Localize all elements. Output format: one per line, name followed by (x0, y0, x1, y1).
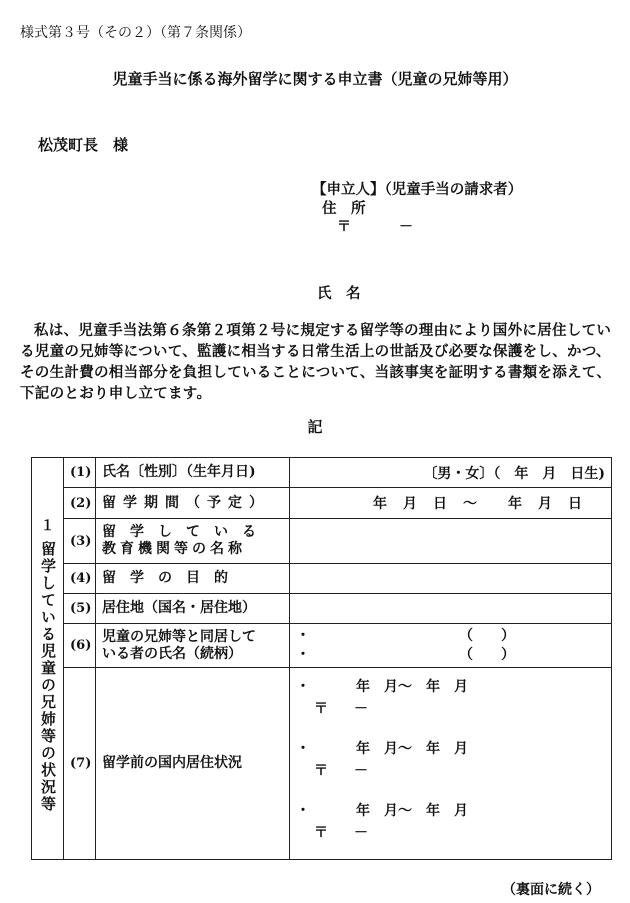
bullet: ・ (296, 679, 310, 695)
study-period-field[interactable] (290, 488, 612, 519)
cohabitant-field[interactable] (290, 624, 612, 668)
table-row (32, 458, 612, 488)
section-header (32, 458, 64, 860)
applicant-heading: 【申立人】（児童手当の請求者） (312, 181, 523, 198)
postal-code-dash: － (354, 763, 368, 779)
sibling-status-table (31, 457, 612, 860)
period-template: 年 月～ 年 月 (356, 741, 468, 757)
residence-entry (296, 800, 605, 844)
cohabitant-entry (296, 627, 605, 646)
postal-mark: 〒 (314, 701, 328, 717)
study-purpose-field[interactable] (290, 564, 612, 594)
name-gender-birthdate-field[interactable] (290, 458, 612, 488)
form-identifier: 様式第３号（その２）（第７条関係） (20, 25, 251, 41)
cohabitant-entry (296, 646, 605, 665)
row-number: (4) (64, 564, 96, 594)
cohabitant-label (96, 624, 290, 668)
bullet: ・ (296, 627, 310, 644)
bullet: ・ (296, 646, 310, 663)
bullet: ・ (296, 803, 310, 819)
continued-note: （裏面に続く） (502, 882, 600, 898)
period-template: 年 月～ 年 月 (356, 679, 468, 695)
row-number: (1) (64, 458, 96, 488)
postal-code-dash: － (354, 825, 368, 841)
label-line: 教育機関等の名称 (102, 541, 246, 557)
study-purpose-label: 留学の目的 (96, 564, 290, 594)
residence-entry (296, 676, 605, 720)
residence-label: 居住地（国名・居住地） (96, 594, 290, 624)
table-row (32, 519, 612, 564)
address-label: 住 所 (322, 200, 366, 217)
label-line: 留学している (102, 524, 270, 540)
table-row (32, 594, 612, 624)
row-number: (2) (64, 488, 96, 519)
ki-heading: 記 (307, 418, 323, 436)
postal-code-dash: － (399, 219, 413, 235)
table-row (32, 564, 612, 594)
residence-field[interactable] (290, 594, 612, 624)
row-number: (5) (64, 594, 96, 624)
prior-residence-label: 留学前の国内居住状況 (96, 668, 290, 860)
table-row (32, 624, 612, 668)
gender-birthdate-template: 〔男・女〕（ 年 月 日生) (423, 465, 605, 482)
section-number: １ (40, 517, 55, 534)
period-template: 年 月～ 年 月 (356, 803, 468, 819)
label-line: 児童の兄姉等と同居して (102, 628, 256, 645)
declaration-statement: 私は、児童手当法第６条第２項第２号に規定する留学等の理由により国外に居住している児童の兄姉等について、監護に相当する日常生活上の世話及び必要な保護をし、かつ、その生計費の相当部分を負担していることについて、当該事実を証明する書類を添えて、下記のとおり申し立てます。 (20, 322, 612, 402)
document-title: 児童手当に係る海外留学に関する申立書（児童の兄姉等用） (112, 70, 518, 88)
table-row (32, 488, 612, 519)
row-number: (3) (64, 519, 96, 564)
postal-code-dash: － (354, 701, 368, 717)
addressee: 松茂町長 様 (38, 136, 129, 154)
relationship-parens: （ ） (459, 627, 515, 644)
study-period-label: 留学期間（予定） (96, 488, 290, 519)
institution-name-label (96, 519, 290, 564)
prior-residence-field[interactable] (290, 668, 612, 860)
section-title: 留学している児童の兄姉等の状況等 (39, 540, 57, 813)
name-gender-birthdate-label: 氏名〔性別〕（生年月日) (96, 458, 290, 488)
postal-mark: 〒 (314, 825, 328, 841)
postal-mark: 〒 (337, 219, 351, 235)
postal-mark: 〒 (314, 763, 328, 779)
study-period-template: 年 月 日 ～ 年 月 日 (373, 496, 583, 512)
relationship-parens: （ ） (459, 646, 515, 663)
table-row (32, 668, 612, 860)
row-number: (6) (64, 624, 96, 668)
name-label: 氏 名 (317, 285, 361, 302)
residence-entry (296, 738, 605, 782)
bullet: ・ (296, 741, 310, 757)
institution-name-field[interactable] (290, 519, 612, 564)
label-line: いる者の氏名（続柄） (102, 645, 242, 662)
row-number: (7) (64, 668, 96, 860)
